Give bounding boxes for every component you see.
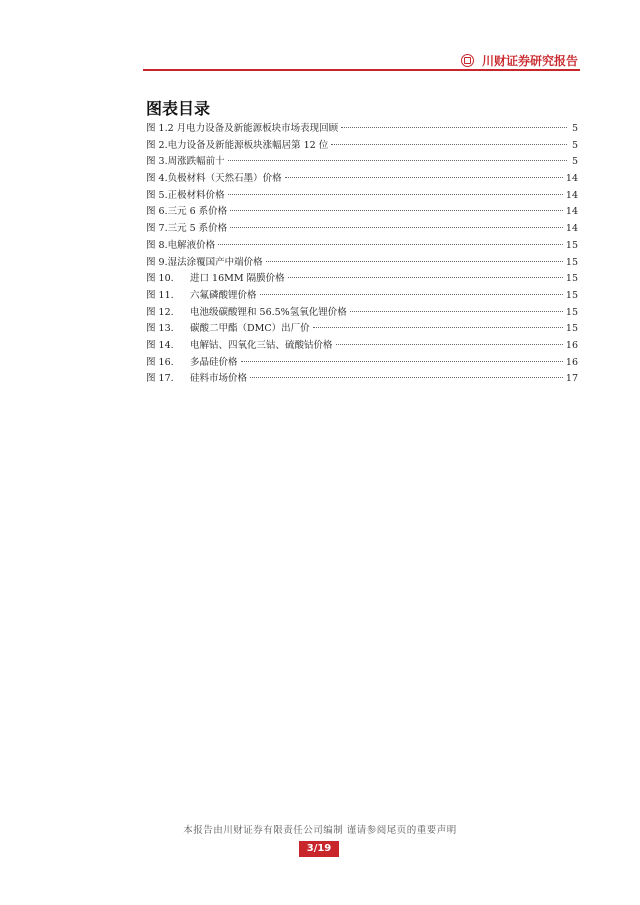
toc-entry-text: 2 月电力设备及新能源板块市场表现回顾: [167, 123, 339, 134]
toc-entry-page: 15: [565, 273, 578, 285]
toc-entry-label: 图 9.: [146, 256, 168, 268]
toc-list: [146, 121, 578, 388]
toc-entry-label: 图 13.: [146, 323, 174, 335]
toc-leader-dots: [241, 361, 563, 362]
toc-entry-page: 15: [565, 323, 578, 335]
page-header: [0, 0, 640, 72]
toc-entry-label: 图 6.: [146, 206, 168, 218]
toc-entry-text: 多晶硅价格: [190, 356, 238, 368]
brand-name: 川财证券研究报告: [481, 54, 578, 68]
toc-entry-page: 15: [565, 289, 578, 301]
toc-leader-dots: [313, 327, 563, 328]
toc-leader-dots: [230, 227, 563, 228]
toc-entry-page: 5: [571, 156, 578, 168]
toc-entry-text: 电池级碳酸锂和 56.5%氢氧化锂价格: [190, 306, 347, 318]
toc-entry-text: 碳酸二甲酯（DMC）出厂价: [190, 323, 310, 335]
toc-entry-page: 16: [565, 339, 578, 351]
toc-entry-label: 图 16.: [146, 356, 174, 368]
toc-entry-label: 图 3.: [146, 156, 168, 168]
toc-entry[interactable]: [146, 321, 578, 338]
toc-entry-text: 周涨跌幅前十: [167, 156, 225, 168]
toc-entry-label: 图 5.: [146, 189, 168, 201]
toc-entry-label: 图 14.: [146, 339, 174, 351]
toc-leader-dots: [230, 210, 563, 211]
toc-entry[interactable]: [146, 171, 578, 188]
toc-entry-text: 硅料市场价格: [190, 373, 248, 385]
toc-entry-page: 5: [571, 139, 578, 151]
toc-entry-label: 图 2.: [146, 139, 168, 151]
toc-entry-label: 图 12.: [146, 306, 174, 318]
toc-leader-dots: [228, 194, 563, 195]
toc-entry-label: 图 7.: [146, 223, 168, 235]
toc-entry-page: 14: [565, 173, 578, 185]
toc-entry[interactable]: [146, 204, 578, 221]
toc-leader-dots: [341, 127, 567, 128]
toc-entry-text: 湿法涂覆国产中端价格: [167, 256, 263, 268]
toc-entry[interactable]: [146, 188, 578, 205]
toc-entry-label: 图 17.: [146, 373, 174, 385]
toc-entry[interactable]: [146, 221, 578, 238]
toc-entry-label: 图 1.: [146, 123, 168, 134]
toc-entry-label: 图 8.: [146, 239, 168, 251]
disclaimer-note: 本报告由川财证券有限责任公司编制 谨请参阅尾页的重要声明: [183, 825, 457, 836]
toc-leader-dots: [266, 261, 563, 262]
toc-entry-page: 14: [565, 206, 578, 218]
toc-entry[interactable]: [146, 371, 578, 388]
toc-entry-text: 正极材料价格: [167, 189, 225, 201]
toc-entry-label: 图 4.: [146, 173, 168, 185]
toc-entry-text: 三元 6 系价格: [167, 206, 228, 218]
header-rule: [143, 69, 580, 71]
toc-entry-text: 电解液价格: [167, 239, 216, 251]
toc-entry-label: 图 10.: [146, 273, 174, 285]
toc-entry-label: 图 11.: [146, 289, 174, 301]
toc-leader-dots: [285, 177, 563, 178]
toc-entry[interactable]: [146, 271, 578, 288]
toc-entry-page: 15: [565, 306, 578, 318]
toc-leader-dots: [228, 160, 567, 161]
brand: [461, 52, 578, 69]
toc-entry-text: 电力设备及新能源板块涨幅居第 12 位: [167, 139, 329, 151]
toc-leader-dots: [336, 344, 563, 345]
toc-entry[interactable]: [146, 154, 578, 171]
toc-entry[interactable]: [146, 355, 578, 372]
toc-entry-page: 15: [565, 239, 578, 251]
toc-entry[interactable]: [146, 138, 578, 155]
toc-entry[interactable]: [146, 288, 578, 305]
toc-entry[interactable]: [146, 238, 578, 255]
toc-entry-page: 16: [565, 356, 578, 368]
toc-entry-page: 14: [565, 189, 578, 201]
company-logo-icon: [461, 54, 474, 67]
toc-entry[interactable]: [146, 338, 578, 355]
toc-entry[interactable]: [146, 121, 578, 138]
toc-entry-page: 5: [571, 123, 578, 134]
toc-title: 图表目录: [146, 99, 211, 118]
toc-entry-text: 三元 5 系价格: [167, 223, 228, 235]
toc-entry-text: 六氟磷酸锂价格: [190, 289, 257, 301]
toc-leader-dots: [250, 377, 563, 378]
toc-entry-text: 进口 16MM 隔膜价格: [190, 273, 285, 285]
toc-entry-page: 14: [565, 223, 578, 235]
toc-entry-page: 17: [565, 373, 578, 385]
toc-leader-dots: [288, 277, 563, 278]
toc-entry-page: 15: [565, 256, 578, 268]
toc-entry[interactable]: [146, 255, 578, 272]
page-indicator: 3/19: [299, 841, 339, 857]
toc-leader-dots: [331, 144, 567, 145]
toc-entry-text: 电解钴、四氧化三钴、硫酸钴价格: [190, 339, 333, 351]
toc-leader-dots: [260, 294, 563, 295]
toc-leader-dots: [350, 311, 563, 312]
toc-entry[interactable]: [146, 305, 578, 322]
toc-leader-dots: [218, 244, 563, 245]
toc-entry-text: 负极材料（天然石墨）价格: [167, 173, 282, 185]
